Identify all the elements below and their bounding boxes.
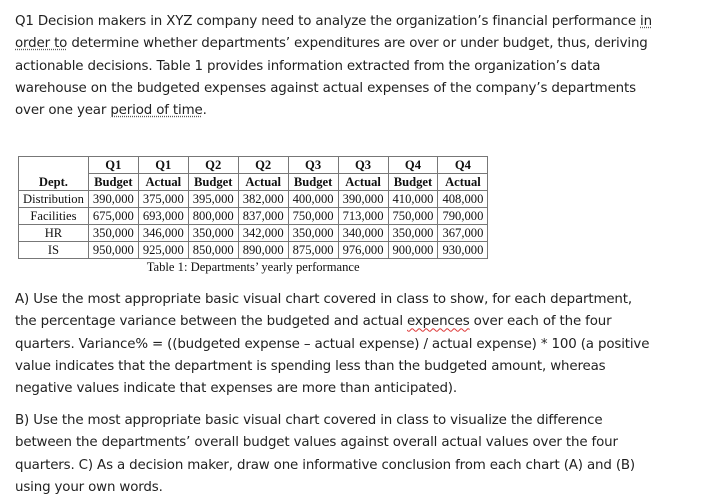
intro-line-5: over one year period of time. — [15, 103, 207, 119]
value-cell: 350,000 — [388, 225, 438, 242]
value-cell: 950,000 — [88, 242, 138, 259]
value-cell: 930,000 — [438, 242, 488, 259]
quarter-header: Q1 — [138, 157, 188, 174]
value-cell: 350,000 — [188, 225, 238, 242]
kind-header: Actual — [438, 174, 488, 191]
quarter-header: Q2 — [188, 157, 238, 174]
part-a-line-3: quarters. Variance% = ((budgeted expense – actual expense) / actual expense) * 100 (a positive — [15, 336, 650, 352]
value-cell: 375,000 — [138, 191, 188, 208]
question-part-b — [15, 410, 690, 499]
part-a-line-4: value indicates that the department is spending less than the budgeted amount, whereas — [15, 358, 606, 374]
kind-header: Actual — [138, 174, 188, 191]
value-cell: 367,000 — [438, 225, 488, 242]
value-cell: 400,000 — [288, 191, 338, 208]
value-cell: 408,000 — [438, 191, 488, 208]
table-header-row — [19, 157, 488, 174]
dept-cell: Facilities — [19, 208, 89, 225]
value-cell: 390,000 — [88, 191, 138, 208]
dept-header: Dept. — [19, 157, 89, 191]
value-cell: 900,000 — [388, 242, 438, 259]
value-cell: 713,000 — [338, 208, 388, 225]
part-b-line-4: using your own words. — [15, 479, 163, 495]
part-b-line-2: between the departments’ overall budget values against overall actual values over the four — [15, 435, 618, 451]
table-row — [19, 191, 488, 208]
part-a-line-5: negative values indicate that expenses are more than anticipated). — [15, 381, 457, 397]
value-cell: 925,000 — [138, 242, 188, 259]
kind-header: Budget — [388, 174, 438, 191]
kind-header: Budget — [288, 174, 338, 191]
performance-table — [18, 156, 488, 259]
value-cell: 875,000 — [288, 242, 338, 259]
value-cell: 350,000 — [88, 225, 138, 242]
value-cell: 837,000 — [238, 208, 288, 225]
table-subheader-row — [19, 174, 488, 191]
value-cell: 800,000 — [188, 208, 238, 225]
intro-line-2: order to determine whether departments’ expenditures are over or under budget, thus, deriving — [15, 36, 648, 52]
kind-header: Actual — [238, 174, 288, 191]
performance-table-figure — [18, 156, 488, 275]
dept-cell: IS — [19, 242, 89, 259]
value-cell: 346,000 — [138, 225, 188, 242]
value-cell: 350,000 — [288, 225, 338, 242]
part-b-line-1: B) Use the most appropriate basic visual chart covered in class to visualize the difference — [15, 413, 603, 428]
value-cell: 890,000 — [238, 242, 288, 259]
dept-cell: Distribution — [19, 191, 89, 208]
value-cell: 342,000 — [238, 225, 288, 242]
kind-header: Budget — [188, 174, 238, 191]
table-row — [19, 225, 488, 242]
value-cell: 340,000 — [338, 225, 388, 242]
value-cell: 693,000 — [138, 208, 188, 225]
quarter-header: Q3 — [338, 157, 388, 174]
value-cell: 395,000 — [188, 191, 238, 208]
table-row — [19, 208, 488, 225]
question-intro — [15, 11, 690, 122]
value-cell: 976,000 — [338, 242, 388, 259]
table-caption: Table 1: Departments’ yearly performance — [146, 260, 360, 274]
part-b-line-3: quarters. C) As a decision maker, draw one informative conclusion from each chart (A) and (B) — [15, 457, 635, 473]
table-row — [19, 242, 488, 259]
intro-line-4: warehouse on the budgeted expenses against actual expenses of the company’s departments — [15, 80, 636, 96]
value-cell: 750,000 — [388, 208, 438, 225]
quarter-header: Q3 — [288, 157, 338, 174]
kind-header: Budget — [88, 174, 138, 191]
value-cell: 750,000 — [288, 208, 338, 225]
intro-line-1: Q1 Decision makers in XYZ company need to analyze the organization’s financial performance in — [15, 14, 652, 29]
value-cell: 790,000 — [438, 208, 488, 225]
value-cell: 850,000 — [188, 242, 238, 259]
question-part-a — [15, 289, 690, 400]
value-cell: 410,000 — [388, 191, 438, 208]
quarter-header: Q2 — [238, 157, 288, 174]
dept-cell: HR — [19, 225, 89, 242]
value-cell: 390,000 — [338, 191, 388, 208]
quarter-header: Q4 — [438, 157, 488, 174]
intro-line-3: actionable decisions. Table 1 provides information extracted from the organization’s data — [15, 58, 601, 74]
value-cell: 675,000 — [88, 208, 138, 225]
kind-header: Actual — [338, 174, 388, 191]
value-cell: 382,000 — [238, 191, 288, 208]
part-a-line-2: the percentage variance between the budgeted and actual expences over each of the four — [15, 314, 612, 330]
quarter-header: Q1 — [88, 157, 138, 174]
part-a-line-1: A) Use the most appropriate basic visual chart covered in class to show, for each department, — [15, 292, 632, 307]
quarter-header: Q4 — [388, 157, 438, 174]
